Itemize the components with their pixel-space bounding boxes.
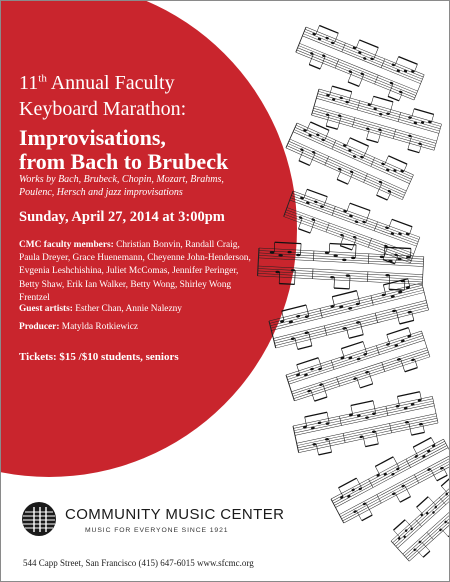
faculty-members xyxy=(19,239,255,305)
ticket-prices: Tickets: $15 /$10 students, seniors xyxy=(19,351,179,363)
faculty-names: Christian Bonvin, Randall Craig, Paula Dreyer, Grace Huenemann, Cheyenne John-Henderson, Evgenia Leshchishina, Juliet McComas, Jennifer Peringer, Betty Shaw, Erik Ian Walker, Betty Wong, Shirley Wong Frentzel xyxy=(19,240,251,303)
producer-name: Matylda Rotkiewicz xyxy=(59,322,139,332)
title-line-1 xyxy=(19,71,175,95)
works-list: Works by Bach, Brubeck, Chopin, Mozart, Brahms, Poulenc, Hersch and jazz improvisations xyxy=(19,174,224,198)
faculty-label: CMC faculty members: xyxy=(19,240,114,250)
music-staff-logo-icon xyxy=(21,501,57,537)
producer-label: Producer: xyxy=(19,322,60,332)
headline-line-2: from Bach to Brubeck xyxy=(19,149,229,174)
title-line-2: Keyboard Marathon: xyxy=(19,98,187,120)
guest-label: Guest artists: xyxy=(19,304,73,314)
headline-line-1: Improvisations, xyxy=(19,125,166,150)
title-ordinal-suffix: th xyxy=(38,72,47,85)
organization-name: COMMUNITY MUSIC CENTER xyxy=(65,506,285,523)
contact-address: 544 Capp Street, San Francisco (415) 647-6015 www.sfcmc.org xyxy=(23,558,254,568)
guest-names: Esther Chan, Annie Nalezny xyxy=(72,304,182,314)
title-rest: Annual Faculty xyxy=(46,72,175,94)
guest-artists xyxy=(19,303,255,316)
title-ordinal: 11 xyxy=(19,72,39,94)
producer xyxy=(19,321,255,334)
event-date-time: Sunday, April 27, 2014 at 3:00pm xyxy=(19,209,225,225)
organization-tagline: MUSIC FOR EVERYONE SINCE 1921 xyxy=(85,527,229,534)
